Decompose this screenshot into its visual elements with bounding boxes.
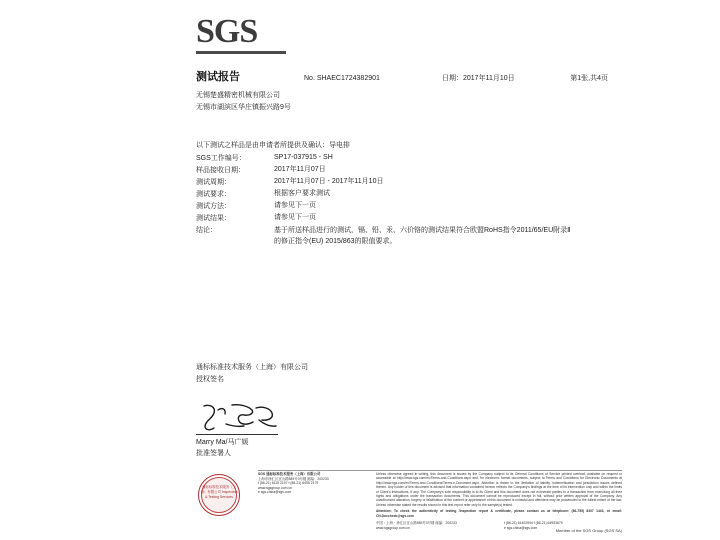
field-value: 请参见下一页 [274,214,316,221]
field-value: SP17-037915 - SH [274,154,333,161]
field-row [196,201,636,211]
report-header [196,68,608,84]
logo-underline [196,51,286,54]
field-row [196,165,636,175]
field-row [196,213,636,223]
legal-terms: Unless otherwise agreed in writing, this document is issued by the Company subject to its General Conditions of Service printed overleaf, available on request or accessible at http://www.sgs.com/en/Terms-and-Conditions.aspx and, for electronic format documents, subject to Terms and Conditions for Electronic Documents at http://www.sgs.com/en/Terms-and-Conditions/Terms-e-Document.aspx. Attention is drawn to the limitation of liability, indemnification and jurisdiction issues defined therein. Any holder of this document is advised that information contained hereon reflects the Company's findings at the time of its intervention only and within the limits of Client's instructions, if any. The Company's sole responsibility is to its Client and this document does not exonerate parties to a transaction from exercising all their rights and obligations under the transaction documents. This document cannot be reproduced except in full, without prior written approval of the Company. Any unauthorized alteration, forgery or falsification of the content or appearance of this document is unlawful and offenders may be prosecuted to the fullest extent of the law. Unless otherwise stated the results shown in this test report refer only to the sample(s) tested. [376,472,622,507]
footer [196,472,622,531]
page-title: 测试报告 [196,71,240,83]
company-seal-icon [196,472,258,518]
group-member-note: Member of the SGS Group (SGS SA) [555,528,622,533]
signature-icon [196,400,292,434]
authorized-signature-label: 授权签名 [196,376,224,383]
footer-contact-line: e sgs.china@sgs.com [258,490,292,495]
company-address: 无锡市湖滨区华庄镇振兴路9号 [196,104,291,111]
sample-statement: 以下测试之样品是由申请者所提供及确认：导电排 [196,142,350,149]
field-row-conclusion [196,225,636,247]
field-row [196,189,636,199]
footer-contact-line: www.sgsgroup.com.cn [258,485,292,490]
field-value: 请参见下一页 [274,202,316,209]
footer-legal [376,472,622,531]
field-value: 2017年11月07日 - 2017年11月10日 [274,178,384,185]
footer-contact-line: 上海市徐汇区宜山路889号3号楼 邮编：200233 [258,476,329,481]
seal-text: 通标标准技术服务（上海）有限公司 Inspection & Testing Services [200,485,238,499]
page-count: 第1张,共4页 [570,75,608,82]
footer-email[interactable]: e sgs.china@sgs.com [504,525,538,530]
footer-address-tel: t (86-21) 61402594 f (86-21) 64953679 [504,521,563,526]
report-fields [196,153,636,249]
signature-rule [196,434,278,435]
field-label: 测试结果： [196,215,231,222]
field-label: 测试要求： [196,191,231,198]
footer-contact-line: SGS 通标标准技术服务（上海）有限公司 [258,472,321,476]
footer-contact [258,472,376,495]
signature-block [196,362,496,459]
footer-address-cn: 中国・上海・徐汇区宜山路889号3号楼 邮编：200233 [376,521,457,526]
company-name: 无锡楚盛精密机械有限公司 [196,92,280,99]
signatory-role: 批准签署人 [196,450,231,457]
report-date: 日期：2017年11月10日 [442,75,515,82]
field-value: 2017年11月07日 [274,166,326,173]
report-number: No. SHAEC1724382901 [304,75,380,82]
field-label: 样品接收日期： [196,167,245,174]
handwritten-signature [196,400,292,434]
field-label: 结论： [196,227,217,234]
field-row [196,153,636,163]
signatory-name: Marry Ma/马广媛 [196,439,249,446]
field-label: 测试周期： [196,179,231,186]
field-row [196,177,636,187]
footer-divider [258,470,622,471]
footer-contact-line: t (86-21) 6115 2197 f (86-21) 6495 2179 [258,481,319,486]
field-value: 根据客户要求测试 [274,190,330,197]
client-company [196,90,616,114]
logo-text: SGS [196,13,258,50]
sgs-logo [196,14,288,54]
footer-website[interactable]: www.sgsgroup.com.cn [376,525,410,530]
field-value: 基于所送样品进行的测试，镉、铅、汞、六价铬的测试结果符合欧盟RoHS指令2011/65/EU附录Ⅱ的修正指令(EU) 2015/863的限值要求。 [274,227,571,245]
authenticity-notice: Attention: To check the authenticity of testing /inspection report & certificate, please contact us at telephone: (86-755) 8307 1443, or email: CN.Doccheck@sgs.com [376,509,622,518]
issuing-org: 通标标准技术服务（上海）有限公司 [196,364,308,371]
field-label: 测试方法： [196,203,231,210]
field-label: SGS工作编号： [196,155,246,162]
